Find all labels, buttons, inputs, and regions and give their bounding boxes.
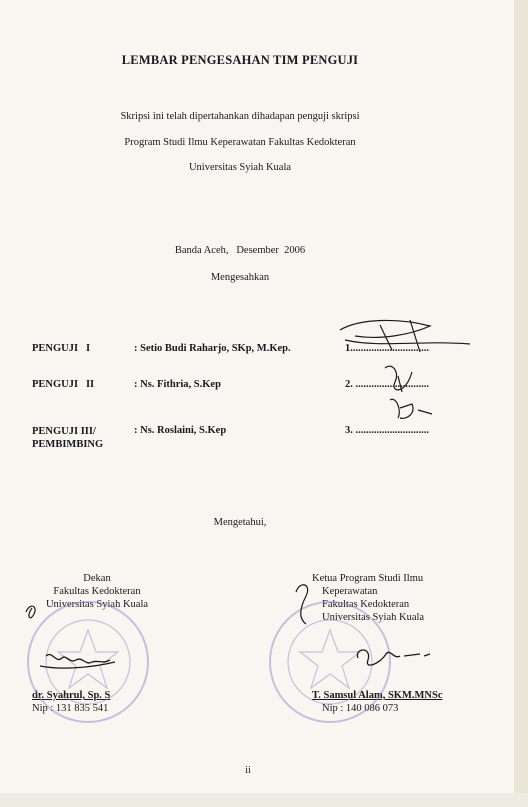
examiner-role: PENGUJI I bbox=[32, 343, 91, 354]
head-title-1: Ketua Program Studi Ilmu bbox=[312, 573, 424, 584]
head-title-2: Keperawatan bbox=[322, 586, 378, 597]
signature-line: 2. ............................ bbox=[345, 379, 429, 390]
head-title-4: Universitas Syiah Kuala bbox=[322, 612, 425, 623]
dean-title-1: Dekan bbox=[83, 573, 111, 584]
intro-line-3: Universitas Syiah Kuala bbox=[188, 162, 292, 173]
examiner-name: : Ns. Roslaini, S.Kep bbox=[134, 425, 227, 436]
stamp-left bbox=[28, 602, 148, 722]
examiner-name: : Ns. Fithria, S.Kep bbox=[134, 379, 221, 390]
stamp-right bbox=[270, 602, 390, 722]
intro-line-2: Program Studi Ilmu Keperawatan Fakultas Kedokteran bbox=[124, 137, 356, 148]
examiner-name: : Setio Budi Raharjo, SKp, M.Kep. bbox=[134, 343, 291, 354]
dean-name: dr. Syahrul, Sp. S bbox=[32, 690, 111, 701]
signature-examiner-2 bbox=[385, 366, 412, 392]
signature-line: 3. ............................ bbox=[345, 425, 429, 436]
signature-examiner-1 bbox=[340, 320, 470, 352]
dean-nip: Nip : 131 835 541 bbox=[32, 703, 109, 714]
head-title-3: Fakultas Kedokteran bbox=[322, 599, 410, 610]
head-name: T. Samsul Alam, SKM.MNSc bbox=[312, 690, 443, 701]
examiner-role: PENGUJI III/ PEMBIMBING bbox=[32, 426, 104, 450]
signature-dean bbox=[40, 654, 115, 668]
head-nip: Nip : 140 086 073 bbox=[322, 703, 399, 714]
dean-title-2: Fakultas Kedokteran bbox=[53, 586, 141, 597]
intro-line-1: Skripsi ini telah dipertahankan dihadapan penguji skripsi bbox=[120, 111, 360, 122]
page-number: ii bbox=[245, 765, 251, 776]
document-title: LEMBAR PENGESAHAN TIM PENGUJI bbox=[121, 53, 359, 67]
acknowledged-heading: Mengetahui, bbox=[213, 517, 267, 528]
approval-heading: Mengesahkan bbox=[210, 272, 270, 283]
dean-title-3: Universitas Syiah Kuala bbox=[45, 599, 149, 610]
signature-examiner-3 bbox=[390, 399, 432, 418]
examiner-role: PENGUJI II bbox=[32, 379, 95, 390]
paraf-dean bbox=[26, 606, 35, 618]
place-date: Banda Aceh, Desember 2006 bbox=[174, 245, 306, 256]
signature-line: 1.............................. bbox=[345, 343, 429, 354]
signature-head bbox=[357, 650, 430, 665]
paraf-head bbox=[296, 585, 308, 624]
